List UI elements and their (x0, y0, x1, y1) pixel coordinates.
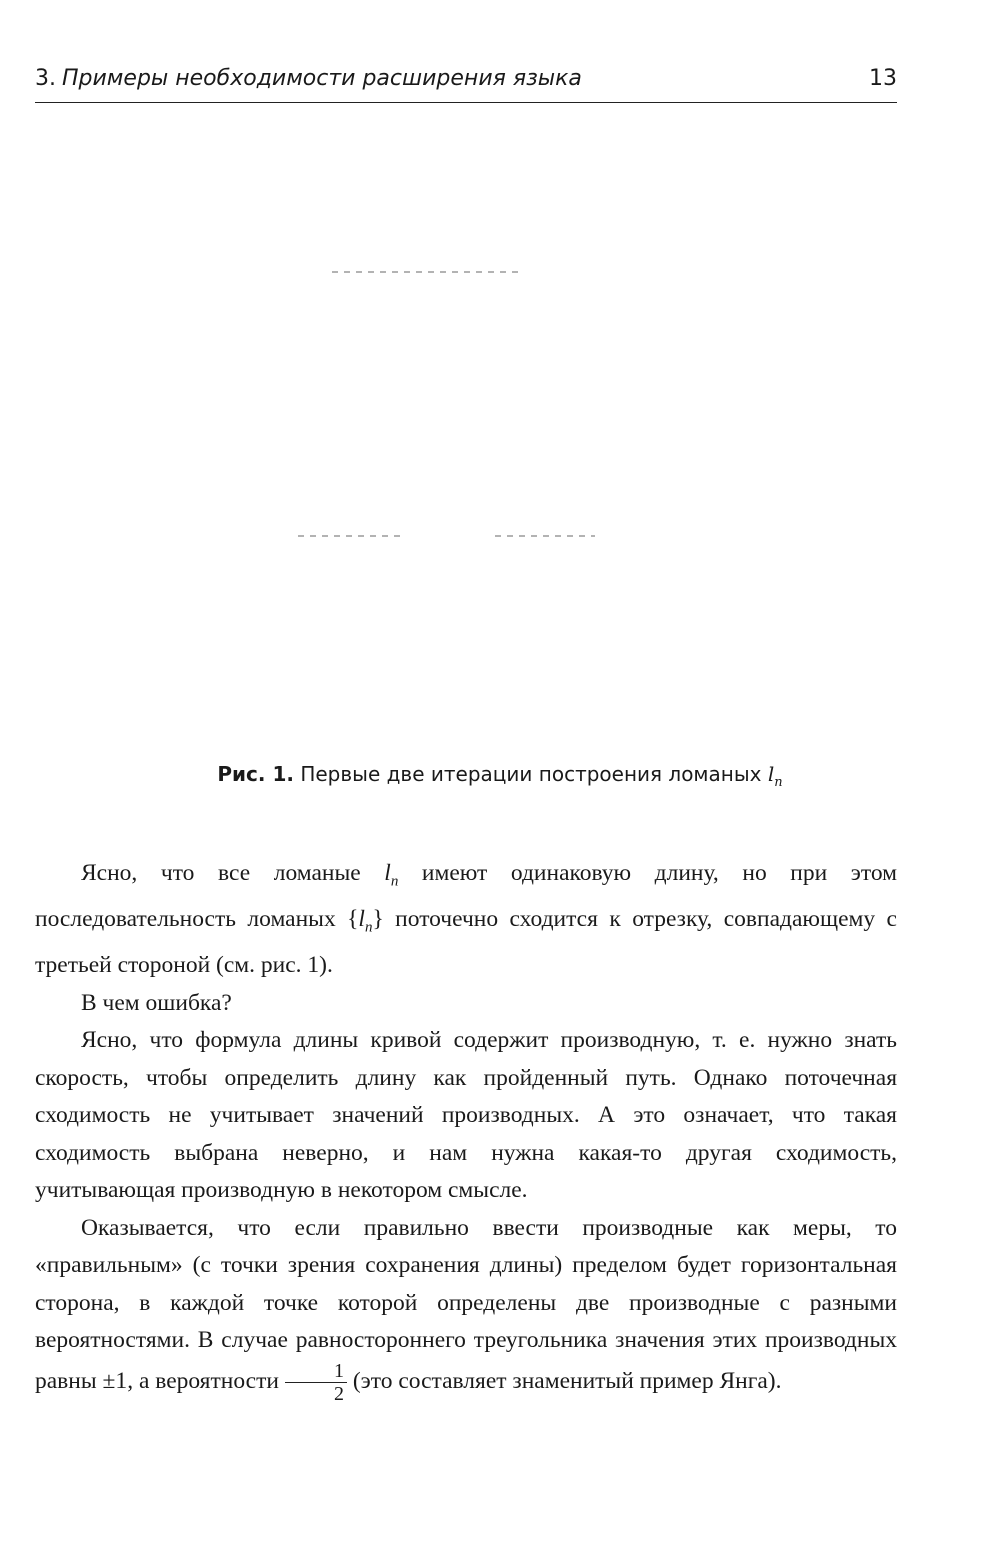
paragraph-4: Оказывается, что если правильно ввести производные как меры, то «правильным» (с точки зрения сохранения длины) пределом будет горизонтальная сторона, в каждой точке которой определены две производные с разными вероятностями. В случае равностороннего треугольника значения этих производных равны ±1, а вероятности $\frac{1}{2}$ (это составляет знаменитый пример Янга). (35, 1214, 897, 1405)
paragraph-2: В чем ошибка? (81, 989, 232, 1016)
caption-text: Первые две итерации построения ломаных (300, 762, 762, 786)
figure-polylines (290, 262, 610, 552)
running-title (35, 66, 582, 91)
figure-canvas (290, 262, 610, 552)
math-plus-minus-one: ±1 (102, 1367, 128, 1394)
body-text (35, 855, 897, 1405)
chapter-number: 3. (35, 66, 56, 91)
fraction-one-half: $\frac{1}{2}$ (285, 1360, 347, 1405)
chapter-title: Примеры необходимости расширения языка (62, 66, 582, 91)
page-number: 13 (869, 66, 897, 91)
math-set-l-n: $\{l_n\}$ (347, 906, 384, 936)
caption-label: Рис. 1. (217, 762, 294, 786)
page-header (35, 66, 897, 103)
math-l-n: $l_n$ (384, 860, 399, 890)
paragraph-3: Ясно, что формула длины кривой содержит производную, т. е. нужно знать скорость, чтобы определить длину как пройденный путь. Однако поточечная сходимость не учитывает значений производных. А это означает, что такая сходимость выбрана неверно, и нам нужна какая-то другая сходимость, учитывающая производную в некотором смысле. (35, 1027, 897, 1204)
caption-math-var: $l_n$ (767, 762, 783, 790)
paragraph-1: Ясно, что все ломаные $l_n$ имеют одинаковую длину, но при этом последовательность ломаных $\{l_n\}$ поточечно сходится к отрезку, совпадающему с третьей стороной (см. рис. 1). (35, 860, 897, 979)
figure-caption (0, 762, 1000, 790)
